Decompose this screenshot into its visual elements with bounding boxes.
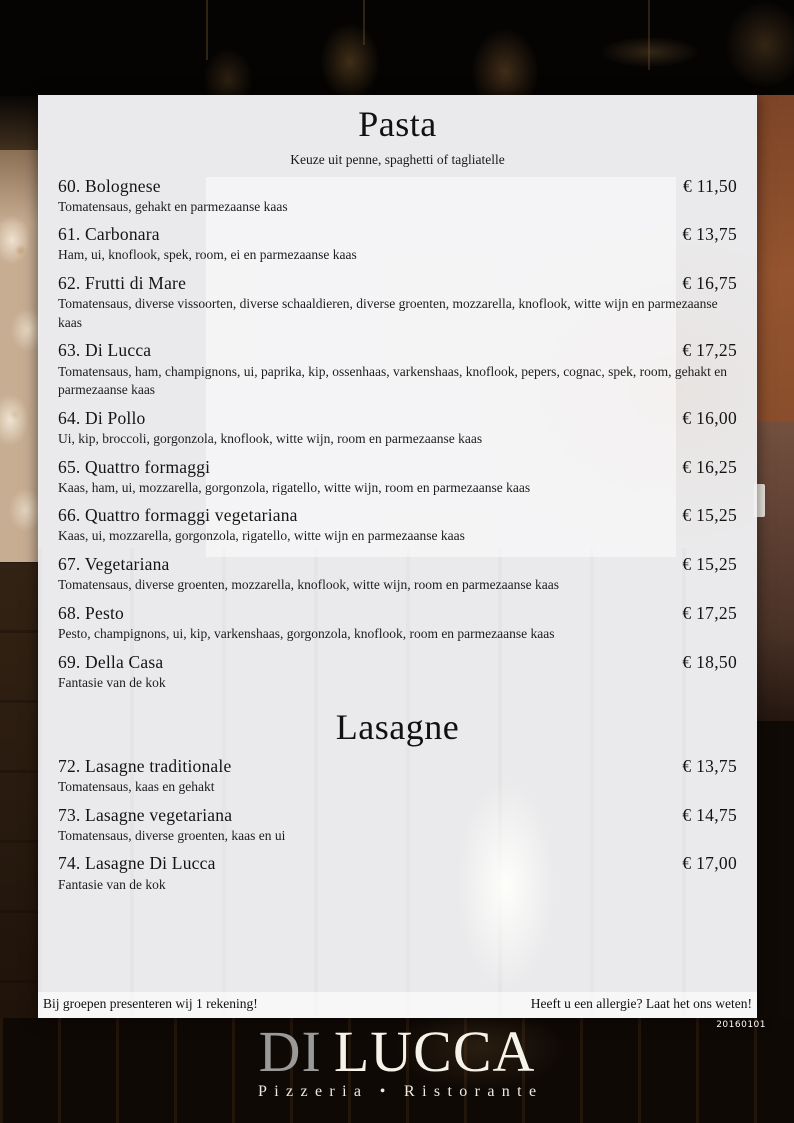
section-title-lasagne: Lasagne [335,707,460,748]
menu-item [58,408,737,449]
item-price: € 11,50 [683,175,737,196]
item-description: Fantasie van de kok [58,674,166,690]
item-description: Fantasie van de kok [58,876,166,892]
hanging-pots-photo [0,0,794,96]
item-description: Tomatensaus, kaas en gehakt [58,779,215,795]
item-description: Tomatensaus, ham, champignons, ui, paprika, kip, ossenhaas, varkenshaas, knoflook, pepers, cognac, spek, room, gehakt en parmezaanse kaas [58,363,728,398]
item-price: € 13,75 [682,755,737,776]
menu-item [58,652,737,693]
logo-tagline: Pizzeria • Ristorante [257,1083,544,1100]
menu-version-number: 20160101 [716,1020,766,1030]
item-description: Kaas, ui, mozzarella, gorgonzola, rigatello, witte wijn en parmezaanse kaas [58,528,465,544]
logo-lucca-text: LUCCA [333,1019,536,1084]
footer-notes [38,992,757,1018]
logo-di-text: DI [258,1019,322,1084]
terracotta-wall-strip [756,95,794,421]
item-price: € 16,75 [682,273,737,294]
menu-item [58,853,737,894]
item-title: 66. Quattro formaggi vegetariana [58,505,298,526]
item-description: Tomatensaus, diverse groenten, mozzarella, knoflook, witte wijn, room en parmezaanse kaas [58,577,560,593]
menu-item [58,505,737,546]
section-title-pasta: Pasta [358,104,437,144]
item-price: € 17,00 [682,853,737,874]
item-title: 72. Lasagne traditionale [58,755,232,776]
item-title: 65. Quattro formaggi [58,456,211,477]
item-price: € 13,75 [682,224,737,245]
item-price: € 15,25 [682,554,737,575]
item-title: 60. Bolognese [58,175,161,196]
menu-panel [38,95,757,1018]
item-description: Tomatensaus, diverse vissoorten, diverse schaaldieren, diverse groenten, mozzarella, knoflook, witte wijn en parmezaanse kaas [58,296,718,330]
background-shadow [0,96,39,150]
menu-item [58,603,737,644]
item-price: € 17,25 [682,602,737,623]
item-title: 62. Frutti di Mare [58,273,187,294]
brand-logo [0,1019,794,1101]
item-description: Ham, ui, knoflook, spek, room, ei en parmezaanse kaas [58,247,357,263]
item-title: 61. Carbonara [58,224,160,245]
item-description: Kaas, ham, ui, mozzarella, gorgonzola, rigatello, witte wijn, room en parmezaanse kaas [58,479,531,495]
menu-item [58,176,737,217]
menu-item [58,756,737,797]
item-price: € 16,00 [682,407,737,428]
pasta-subtitle: Keuze uit penne, spaghetti of tagliatelle [290,151,505,167]
item-title: 64. Di Pollo [58,407,146,428]
menu-item [58,224,737,265]
item-price: € 15,25 [682,505,737,526]
item-title: 73. Lasagne vegetariana [58,804,233,825]
garlic-photo-strip [0,150,39,562]
item-title: 69. Della Casa [58,651,164,672]
item-description: Pesto, champignons, ui, kip, varkenshaas, gorgonzola, knoflook, room en parmezaanse kaas [58,625,555,641]
allergy-note: Heeft u een allergie? Laat het ons weten! [530,996,752,1011]
item-price: € 16,25 [682,456,737,477]
group-bill-note: Bij groepen presenteren wij 1 rekening! [43,996,258,1011]
wall-lower-strip [756,421,794,721]
item-title: 67. Vegetariana [58,554,170,575]
item-price: € 14,75 [682,804,737,825]
item-title: 63. Di Lucca [58,340,152,361]
menu-item [58,554,737,595]
item-description: Tomatensaus, gehakt en parmezaanse kaas [58,198,288,214]
item-title: 74. Lasagne Di Lucca [58,853,216,874]
item-title: 68. Pesto [58,602,124,623]
item-price: € 17,25 [682,340,737,361]
item-description: Ui, kip, broccoli, gorgonzola, knoflook, witte wijn, room en parmezaanse kaas [58,430,483,446]
menu-item [58,457,737,498]
item-price: € 18,50 [682,651,737,672]
item-description: Tomatensaus, diverse groenten, kaas en ui [58,827,286,843]
menu-item [58,805,737,846]
menu-item [58,273,737,332]
menu-item [58,340,737,399]
